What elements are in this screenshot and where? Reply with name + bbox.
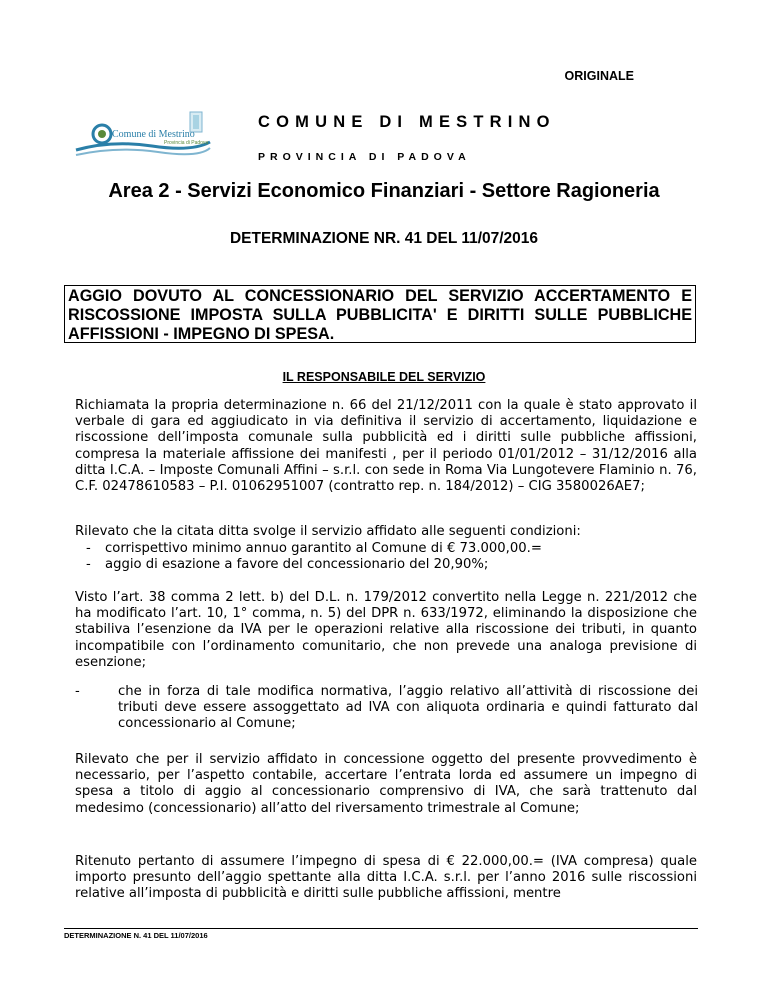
dash-marker: -	[75, 684, 80, 699]
paragraph-richiamata: Richiamata la propria determinazione n. 66 del 21/12/2011 con la quale è stato approvato il verbale di gara ed aggiudicato in via definitiva il servizio di accertamento, liquidazione e riscossione dell’imposta comunale sulla pubblicità ed i diritti sulle pubbliche affissioni, compresa la materiale affissione dei manifesti , per il periodo 01/01/2012 – 31/12/2016 alla ditta I.C.A. – Imposte Comunali Affini – s.r.l. con sede in Roma Via Lungotevere Flaminio n. 76, C.F. 02478610583 – P.I. 01062951007 (contratto rep. n. 184/2012) – CIG 3580026AE7;	[75, 398, 697, 495]
comune-title: COMUNE DI MESTRINO	[258, 113, 556, 131]
dash-marker: -	[86, 541, 91, 556]
paragraph-rilevato-condizioni: Rilevato che la citata ditta svolge il servizio affidato alle seguenti condizioni:	[75, 524, 581, 539]
paragraph-visto: Visto l’art. 38 comma 2 lett. b) del D.L. n. 179/2012 convertito nella Legge n. 221/2012 che ha modificato l’art. 10, 1° comma, n. 5) del DPR n. 633/1972, eliminando la disposizione che stabiliva l’esenzione da IVA per le operazioni relative alla riscossione dei tributi, in quanto incompatibile con l’ordinamento comunitario, che non prevede una analoga previsione di esenzione;	[75, 590, 697, 670]
logo-text: Comune di Mestrino	[112, 129, 195, 140]
condition-text: aggio di esazione a favore del concessionario del 20,90%;	[105, 557, 489, 572]
condition-text: corrispettivo minimo annuo garantito al Comune di € 73.000,00.=	[105, 541, 542, 556]
responsabile-heading: IL RESPONSABILE DEL SERVIZIO	[282, 370, 486, 384]
paragraph-rilevato-contabile: Rilevato che per il servizio affidato in concessione oggetto del presente provvedimento è necessario, per l’aspetto contabile, accertare l’entrata lorda ed assumere un impegno di spesa a titolo di aggio al concessionario comprensivo di IVA, che sarà trattenuto dal medesimo (concessionario) all’atto del riversamento trimestrale al Comune;	[75, 752, 697, 816]
subject-box: AGGIO DOVUTO AL CONCESSIONARIO DEL SERVIZIO ACCERTAMENTO E RISCOSSIONE IMPOSTA SULLA PUBBLICITA' E DIRITTI SULLE PUBBLICHE AFFISSIONI - IMPEGNO DI SPESA.	[64, 285, 696, 343]
area-heading: Area 2 - Servizi Economico Finanziari - Settore Ragioneria	[108, 180, 660, 202]
condition-item	[86, 557, 686, 573]
comune-logo	[72, 110, 212, 162]
paragraph-ritenuto: Ritenuto pertanto di assumere l’impegno di spesa di € 22.000,00.= (IVA compresa) quale importo presunto dell’aggio spettante alla ditta I.C.A. s.r.l. per l’anno 2016 sulle riscossioni relative all’imposta di pubblicità e diritti sulle pubbliche affissioni, mentre	[75, 854, 697, 902]
footer-label: DETERMINAZIONE N. 41 DEL 11/07/2016	[64, 931, 208, 940]
item-iva-text: che in forza di tale modifica normativa, l’aggio relativo all’attività di riscossione dei tributi deve essere assoggettato ad IVA con aliquota ordinaria e quindi fatturato dal concessionario al Comune;	[118, 684, 698, 732]
footer-divider	[64, 928, 698, 929]
logo-subtext: Provincia di Padova	[164, 140, 209, 146]
determination-number: DETERMINAZIONE NR. 41 DEL 11/07/2016	[229, 230, 539, 247]
dash-marker: -	[86, 557, 91, 572]
condition-item	[86, 541, 686, 557]
provincia-subtitle: PROVINCIA DI PADOVA	[258, 151, 471, 163]
originale-label: ORIGINALE	[564, 69, 634, 83]
